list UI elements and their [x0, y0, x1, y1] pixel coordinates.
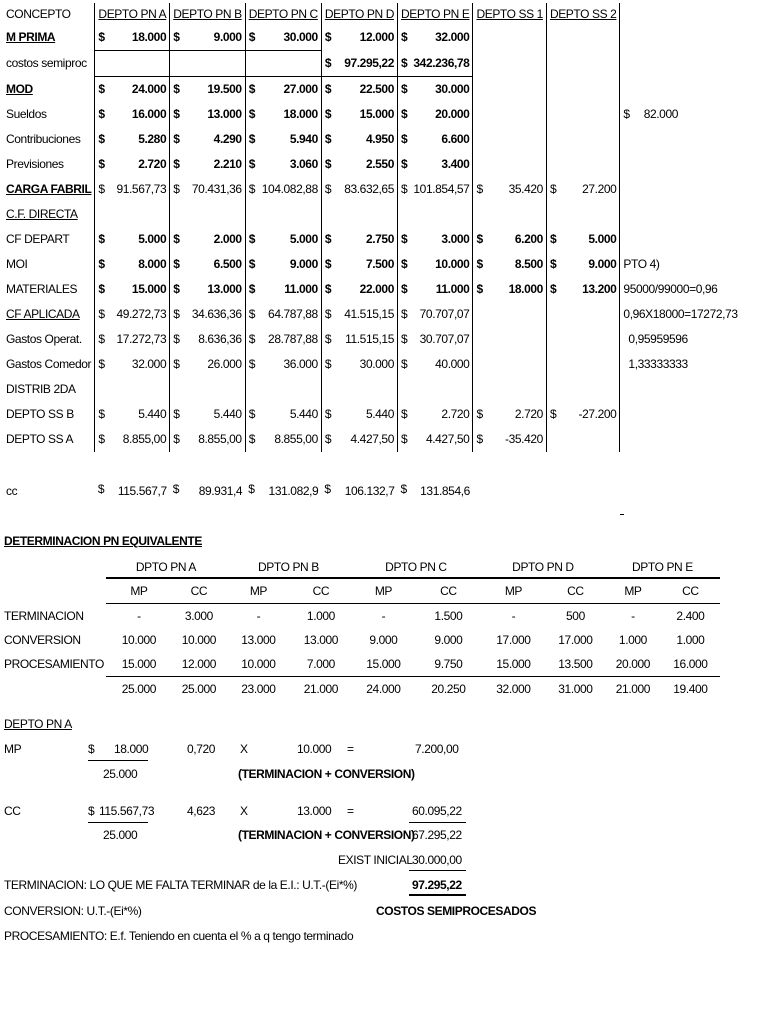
cost-table — [3, 3, 760, 506]
cell: 20.000 — [605, 652, 661, 677]
row-label: M PRIMA — [6, 30, 56, 45]
cell-ss2: $ -27.200 — [546, 402, 619, 427]
cell-b: $ 2.000 — [170, 227, 245, 252]
cell-a: $ 16.000 — [95, 102, 170, 127]
row-label: costos semiproc — [6, 56, 87, 70]
cell: 1.500 — [434, 609, 463, 623]
dept-header-b: DPTO PN B — [226, 556, 351, 578]
cell-a: $ 49.272,73 — [95, 302, 170, 327]
cell-d: $ 4.427,50 — [321, 427, 397, 452]
row-gastos-comedor — [3, 352, 760, 377]
row-label: DEPTO SS B — [6, 407, 74, 421]
dept-header-a: DPTO PN A — [106, 556, 226, 578]
cell-b: $ 26.000 — [170, 352, 245, 377]
cell: - — [381, 609, 386, 623]
subheader-mp: MP — [481, 578, 546, 604]
row-previsiones — [3, 152, 760, 177]
cell-d: $ 11.515,15 — [321, 327, 397, 352]
subheader-cc: CC — [172, 578, 226, 604]
cell-ss2: $ 13.200 — [546, 277, 619, 302]
cc-result-underline — [409, 822, 466, 823]
cell-ss1: $ 6.200 — [473, 227, 546, 252]
cell-a: $ 15.000 — [95, 277, 170, 302]
cell-a: $ 5.440 — [95, 402, 170, 427]
note-cell: 0,96X18000=17272,73 — [620, 302, 760, 327]
cell-ss1: $ -35.420 — [473, 427, 546, 452]
total-cell: 21.000 — [303, 682, 339, 696]
cell-c: $ 3.060 — [245, 152, 321, 177]
cell: - — [137, 609, 141, 623]
exist-inicial-label: EXIST INICIAL — [338, 853, 413, 867]
def-conversion: CONVERSION: U.T.-(Ei*%) — [4, 904, 142, 918]
cell-e: $ 342.236,78 — [397, 51, 472, 77]
cell-ss1: $ 35.420 — [473, 177, 546, 202]
header-depto-pn-a: DEPTO PN A — [95, 3, 170, 25]
cell: 10.000 — [181, 633, 217, 647]
cell-c: $ 9.000 — [245, 252, 321, 277]
cell: 3.000 — [184, 609, 213, 623]
cell-a: $ 32.000 — [95, 352, 170, 377]
cell-e: $ 30.707,07 — [397, 327, 472, 352]
cell-d: $ 83.632,65 — [321, 177, 397, 202]
row-label: CARGA FABRIL — [6, 182, 92, 196]
cell-e: $ 10.000 — [397, 252, 472, 277]
cell-c: $ 30.000 — [245, 25, 321, 51]
note-cell: 1,33333333 — [620, 352, 760, 377]
cell-b: $ 13.000 — [170, 102, 245, 127]
row-materiales — [3, 277, 760, 302]
cell-b: $ 5.440 — [170, 402, 245, 427]
cc-times: X — [240, 804, 248, 818]
cell-e: $ 40.000 — [397, 352, 472, 377]
cell-a: $ 91.567,73 — [95, 177, 170, 202]
row-gastos-operat — [3, 327, 760, 352]
cell: 2.400 — [676, 609, 705, 623]
cell-d: $ 22.500 — [321, 77, 397, 103]
cell-c: $ 28.787,88 — [245, 327, 321, 352]
mp-divisor: 25.000 — [103, 767, 138, 781]
cell-b: $ 8.636,36 — [170, 327, 245, 352]
row-label: DEPTO SS A — [6, 432, 74, 446]
row-terminacion — [3, 604, 720, 629]
total-cell: 24.000 — [366, 682, 401, 696]
row-label: Previsiones — [6, 157, 64, 171]
row-label: CF APLICADA — [6, 307, 80, 321]
cell-ss1: $ 8.500 — [473, 252, 546, 277]
cell: 15.000 — [106, 652, 172, 677]
row-label: CF DEPART — [6, 232, 70, 246]
cell-c: $ 104.082,88 — [245, 177, 321, 202]
row-label: DISTRIB 2DA — [6, 382, 76, 396]
cell-a: $ 115.567,7 — [97, 482, 167, 498]
mp-equals: = — [347, 742, 354, 756]
cell-e: $ 4.427,50 — [397, 427, 472, 452]
cell: 10.000 — [121, 633, 157, 647]
subheader-cc: CC — [661, 578, 720, 604]
cell-a: $ 5.280 — [95, 127, 170, 152]
cell-b: $ 2.210 — [170, 152, 245, 177]
cell-b: $ 4.290 — [170, 127, 245, 152]
mp-result: 7.200,00 — [415, 742, 459, 756]
subheader-cc: CC — [416, 578, 481, 604]
cell-e: $ 20.000 — [397, 102, 472, 127]
cell-e: $ 11.000 — [397, 277, 472, 302]
mp-times: X — [240, 742, 248, 756]
dept-header-c: DPTO PN C — [351, 556, 481, 578]
cc-amount: 115.567,73 — [99, 804, 155, 818]
cc-label: CC — [4, 804, 21, 818]
row-cc — [3, 477, 760, 506]
total-cell: 32.000 — [496, 682, 531, 696]
cc-qty: 13.000 — [297, 804, 332, 818]
note-cell: 95000/99000=0,96 — [620, 277, 760, 302]
header-depto-pn-d: DEPTO PN D — [321, 3, 397, 25]
cc-equals: = — [347, 804, 354, 818]
cell-d: $ 7.500 — [321, 252, 397, 277]
row-cf-depart — [3, 227, 760, 252]
cell-c: $ 11.000 — [245, 277, 321, 302]
header-depto-ss-2: DEPTO SS 2 — [546, 3, 619, 25]
cell-c: $ 36.000 — [245, 352, 321, 377]
row-label: MATERIALES — [6, 282, 78, 296]
equivalente-table — [3, 556, 720, 701]
cell: 16.000 — [661, 652, 720, 677]
total-cell: 21.000 — [615, 682, 651, 696]
cell-d: $ 2.750 — [321, 227, 397, 252]
total-rule — [409, 870, 466, 871]
subheader-row — [3, 578, 720, 604]
dept-header-d: DPTO PN D — [481, 556, 605, 578]
subheader-mp: MP — [605, 578, 661, 604]
row-label: Gastos Operat. — [6, 332, 82, 346]
mp-amount: 18.000 — [114, 742, 149, 756]
cc-note: (TERMINACION + CONVERSION) — [238, 828, 415, 842]
mp-note: (TERMINACION + CONVERSION) — [238, 767, 415, 781]
cell-d: $ 12.000 — [321, 25, 397, 51]
cell: 15.000 — [351, 652, 416, 677]
cell-a: $ 8.855,00 — [95, 427, 170, 452]
cell-ss2: $ 5.000 — [546, 227, 619, 252]
cell-e: $ 101.854,57 — [397, 177, 472, 202]
subheader-cc: CC — [546, 578, 605, 604]
row-procesamiento — [3, 652, 720, 677]
row-label: Contribuciones — [6, 132, 81, 146]
row-label: Sueldos — [6, 107, 47, 121]
mp-fraction-bar — [88, 760, 148, 761]
cell-a: $ 5.000 — [95, 227, 170, 252]
cell-e: $ 2.720 — [397, 402, 472, 427]
row-contribuciones — [3, 127, 760, 152]
cell-c: $ 5.940 — [245, 127, 321, 152]
cell-c: $ 5.440 — [245, 402, 321, 427]
subheader-mp: MP — [106, 578, 172, 604]
cell: 9.000 — [434, 633, 463, 647]
row-label: PROCESAMIENTO — [4, 657, 104, 672]
total-cell: 20.250 — [431, 682, 466, 696]
cc-divisor: 25.000 — [103, 828, 138, 842]
total-cell: 19.400 — [673, 682, 708, 696]
cell-a: $ 8.000 — [95, 252, 170, 277]
cell: 1.000 — [676, 633, 705, 647]
cell-a: $ 24.000 — [95, 77, 170, 103]
row-label: Gastos Comedor — [6, 357, 92, 371]
note-cell: PTO 4) — [620, 252, 760, 277]
cell-e: $ 70.707,07 — [397, 302, 472, 327]
cell-ss1: $ 2.720 — [473, 402, 546, 427]
mp-currency: $ — [88, 742, 95, 756]
total-cell: 25.000 — [121, 682, 157, 696]
cell-d: $ 22.000 — [321, 277, 397, 302]
cell-ss2: $ 27.200 — [546, 177, 619, 202]
cell-a: $ 2.720 — [95, 152, 170, 177]
def-procesamiento: PROCESAMIENTO: E.f. Teniendo en cuenta el % a q tengo terminado — [4, 929, 354, 943]
row-label: cc — [6, 484, 18, 498]
cell-b: $ 34.636,36 — [170, 302, 245, 327]
row-cf-aplicada — [3, 302, 760, 327]
header-concepto: CONCEPTO — [6, 6, 71, 21]
cell-d: $ 41.515,15 — [321, 302, 397, 327]
department-header-row — [3, 556, 720, 578]
header-row — [3, 3, 760, 25]
note-cell: 0,95959596 — [620, 327, 760, 352]
cell-a: $ 18.000 — [95, 25, 170, 51]
cell: 17.000 — [496, 633, 531, 647]
cell-e: $ 30.000 — [397, 77, 472, 103]
cc-unit-cost: 4,623 — [187, 804, 216, 818]
row-label: TERMINACION — [4, 608, 84, 623]
cell-b: $ 89.931,4 — [172, 482, 243, 498]
cc-result: 60.095,22 — [412, 804, 462, 818]
def-terminacion: TERMINACION: LO QUE ME FALTA TERMINAR de la E.I.: U.T.-(Ei*%) — [4, 878, 357, 892]
cell: - — [256, 609, 261, 623]
cell: 15.000 — [481, 652, 546, 677]
cell: 13.500 — [546, 652, 605, 677]
cell-c: $ 5.000 — [245, 227, 321, 252]
cell-d: $ 97.295,22 — [321, 51, 397, 77]
cell-d: $ 2.550 — [321, 152, 397, 177]
cell-ss2: $ 9.000 — [546, 252, 619, 277]
cell-c: $ 27.000 — [245, 77, 321, 103]
row-label: MOD — [6, 81, 33, 96]
row-semiproc — [3, 51, 760, 77]
row-conversion — [3, 628, 720, 652]
cell: - — [631, 609, 635, 623]
cc-fraction-bar — [88, 822, 148, 823]
costos-semiprocesados-label: COSTOS SEMIPROCESADOS — [376, 904, 537, 918]
cell-e: $ 32.000 — [397, 25, 472, 51]
cell-b: $ 6.500 — [170, 252, 245, 277]
cell-c: $ 8.855,00 — [245, 427, 321, 452]
cell: 500 — [566, 609, 585, 623]
cell-ss1: $ 18.000 — [473, 277, 546, 302]
row-mprima — [3, 25, 760, 51]
header-depto-pn-e: DEPTO PN E — [397, 3, 472, 25]
cell-e: $ 131.854,6 — [400, 482, 470, 498]
cell-d: $ 5.440 — [321, 402, 397, 427]
cell-c: $ 131.082,9 — [248, 482, 319, 498]
mp-unit-cost: 0,720 — [187, 742, 216, 756]
row-distrib-2da — [3, 377, 760, 402]
cc-currency: $ — [88, 804, 95, 818]
cell: 9.750 — [416, 652, 481, 677]
cell-a: $ 17.272,73 — [95, 327, 170, 352]
cell-b: $ 13.000 — [170, 277, 245, 302]
row-carga-fabril — [3, 177, 760, 202]
total-cell: 23.000 — [241, 682, 276, 696]
subheader-mp: MP — [351, 578, 416, 604]
cell-c: $ 64.787,88 — [245, 302, 321, 327]
row-cf-directa — [3, 202, 760, 227]
exist-inicial-value: 30.000,00 — [412, 853, 462, 867]
mp-qty: 10.000 — [297, 742, 332, 756]
dept-header-e: DPTO PN E — [605, 556, 720, 578]
stray-dash — [620, 514, 624, 515]
cell: 1.000 — [618, 633, 647, 647]
row-mod — [3, 77, 760, 103]
cell: 7.000 — [291, 652, 351, 677]
cell-e: $ 3.400 — [397, 152, 472, 177]
cell-b: $ 8.855,00 — [170, 427, 245, 452]
header-depto-pn-b: DEPTO PN B — [170, 3, 245, 25]
row-depto-ss-a — [3, 427, 760, 452]
calc-title: DEPTO PN A — [4, 717, 72, 731]
cell: 17.000 — [558, 633, 593, 647]
row-depto-ss-b — [3, 402, 760, 427]
subheader-cc: CC — [291, 578, 351, 604]
header-depto-pn-c: DEPTO PN C — [245, 3, 321, 25]
header-depto-ss-1: DEPTO SS 1 — [473, 3, 546, 25]
cell: 12.000 — [172, 652, 226, 677]
cell-d: $ 4.950 — [321, 127, 397, 152]
equivalente-title: DETERMINACION PN EQUIVALENTE — [4, 534, 202, 548]
cell-b: $ 19.500 — [170, 77, 245, 103]
cell: 1.000 — [306, 609, 335, 623]
cell-c: $ 18.000 — [245, 102, 321, 127]
cell-d: $ 106.132,7 — [324, 482, 395, 498]
cc-subtotal: 67.295,22 — [412, 828, 462, 842]
cell-b: $ 9.000 — [170, 25, 245, 51]
row-moi — [3, 252, 760, 277]
cell: 10.000 — [226, 652, 291, 677]
cell: 9.000 — [369, 633, 398, 647]
cell: 13.000 — [303, 633, 339, 647]
row-label: C.F. DIRECTA — [6, 207, 78, 221]
cell-e: $ 6.600 — [397, 127, 472, 152]
cell-d: $ 30.000 — [321, 352, 397, 377]
total-semiprocesados: 97.295,22 — [412, 878, 462, 892]
cell-d: $ 15.000 — [321, 102, 397, 127]
total-double-underline — [409, 894, 466, 896]
subheader-mp: MP — [226, 578, 291, 604]
total-cell: 31.000 — [558, 682, 593, 696]
cell-e: $ 3.000 — [397, 227, 472, 252]
cell-extra: $ 82.000 — [620, 102, 760, 127]
cell: - — [511, 609, 516, 623]
row-totals — [3, 677, 720, 702]
cell: 13.000 — [241, 633, 276, 647]
total-cell: 25.000 — [181, 682, 217, 696]
row-sueldos — [3, 102, 760, 127]
row-label: CONVERSION — [4, 633, 81, 647]
row-label: MOI — [6, 257, 28, 271]
cell-b: $ 70.431,36 — [170, 177, 245, 202]
mp-label: MP — [4, 742, 22, 756]
